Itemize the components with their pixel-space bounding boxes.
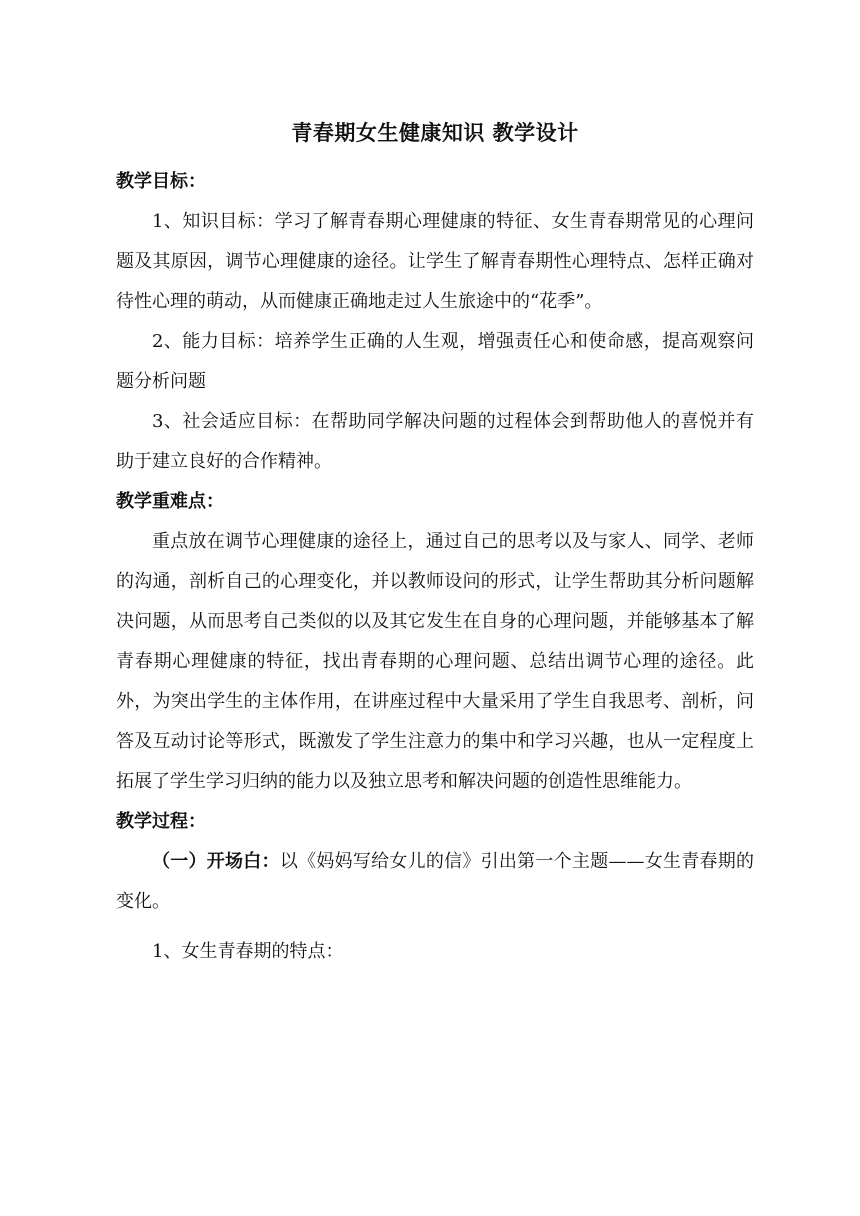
opening-paragraph <box>116 842 754 922</box>
goal-social: 3、社会适应目标：在帮助同学解决问题的过程体会到帮助他人的喜悦并有助于建立良好的合作精神。 <box>116 411 754 472</box>
document-title: 青春期女生健康知识 教学设计 <box>291 120 579 145</box>
goal-ability: 2、能力目标：培养学生正确的人生观，增强责任心和使命感，提高观察问题分析问题 <box>116 331 754 392</box>
goals-heading: 教学目标： <box>116 171 206 192</box>
opening-lead: （一）开场白： <box>152 851 280 872</box>
goal-knowledge: 1、知识目标：学习了解青春期心理健康的特征、女生青春期常见的心理问题及其原因，调节心理健康的途径。让学生了解青春期性心理特点、怎样正确对待性心理的萌动，从而健康正确地走过人生旅途中的“花季”。 <box>116 211 754 312</box>
opening-body: 以《妈妈写给女儿的信》引出第一个主题——女生青春期的变化。 <box>116 851 755 912</box>
document-content <box>116 112 754 972</box>
key-points-heading: 教学重难点： <box>116 491 224 512</box>
process-heading: 教学过程： <box>116 811 206 832</box>
item-girls-characteristics: 1、女生青春期的特点： <box>152 941 344 962</box>
key-points-body: 重点放在调节心理健康的途径上，通过自己的思考以及与家人、同学、老师的沟通，剖析自己的心理变化，并以教师设问的形式，让学生帮助其分析问题解决问题，从而思考自己类似的以及其它发生在自身的心理问题，并能够基本了解青春期心理健康的特征，找出青春期的心理问题、总结出调节心理的途径。此外，为突出学生的主体作用，在讲座过程中大量采用了学生自我思考、剖析，问答及互动讨论等形式，既激发了学生注意力的集中和学习兴趣，也从一定程度上拓展了学生学习归纳的能力以及独立思考和解决问题的创造性思维能力。 <box>116 531 754 792</box>
